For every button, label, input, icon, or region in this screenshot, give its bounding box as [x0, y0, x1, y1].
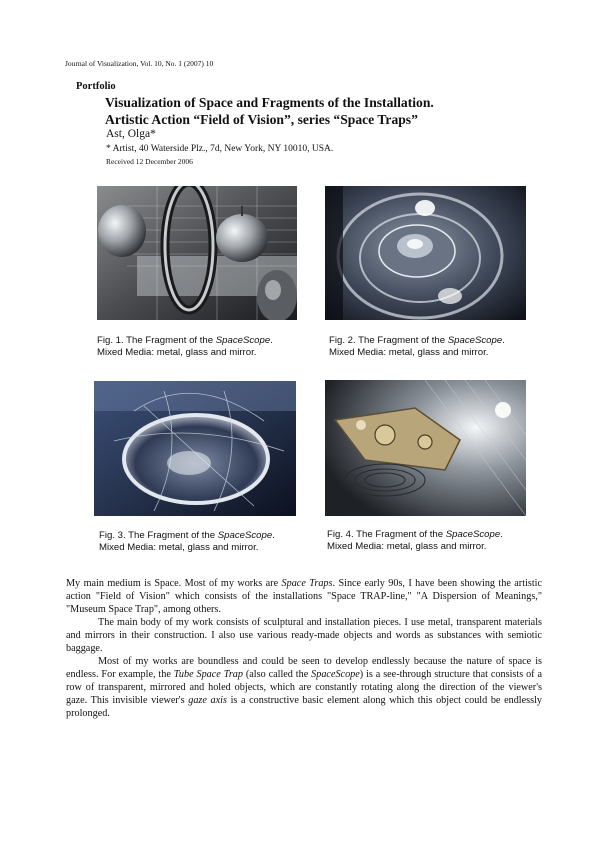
- author-affiliation: * Artist, 40 Waterside Plz., 7d, New York, NY 10010, USA.: [106, 144, 334, 154]
- section-label: Portfolio: [76, 81, 116, 92]
- received-date: Received 12 December 2006: [106, 157, 193, 166]
- figure-3-caption: Fig. 3. The Fragment of the SpaceScope. Mixed Media: metal, glass and mirror.: [99, 530, 275, 553]
- figure-4-photo: [325, 380, 526, 516]
- figure-4-caption: Fig. 4. The Fragment of the SpaceScope. Mixed Media: metal, glass and mirror.: [327, 529, 503, 552]
- journal-line: Journal of Visualization, Vol. 10, No. 1 (2007) 10: [65, 59, 214, 68]
- figure-2-caption: Fig. 2. The Fragment of the SpaceScope. Mixed Media: metal, glass and mirror.: [329, 335, 505, 358]
- paragraph-1: My main medium is Space. Most of my works are Space Traps. Since early 90s, I have been showing the artistic action "Field of Vision" which consists of the installations "Space TRAP-line," "A Dispersion of Meanings," "Museum Space Trap", among others.: [66, 578, 542, 615]
- paragraph-3: Most of my works are boundless and could be seen to develop endlessly because the nature of space is endless. For example, the Tube Space Trap (also called the SpaceScope) is a see-through structure that consists of a row of transparent, mirrored and holed objects, which are constantly rotating along the direction of the viewer's gaze. This invisible viewer's gaze axis is a constructive basic element along which this object could be endlessly prolonged.: [66, 656, 542, 719]
- figure-1-caption: Fig. 1. The Fragment of the SpaceScope. Mixed Media: metal, glass and mirror.: [97, 335, 273, 358]
- figure-2-photo: [325, 186, 526, 320]
- title-line-1: Visualization of Space and Fragments of the Installation.: [105, 95, 434, 110]
- paper-title: [105, 94, 535, 128]
- figure-1-photo: [97, 186, 297, 320]
- figure-3-photo: [94, 381, 296, 516]
- author-name: Ast, Olga*: [106, 128, 156, 140]
- article-body: [66, 577, 542, 720]
- title-line-2: Artistic Action “Field of Vision”, series “Space Traps”: [105, 112, 418, 127]
- paragraph-2: The main body of my work consists of sculptural and installation pieces. I use metal, transparent materials and mirrors in their construction. I also use various ready-made objects and words as substances with semiotic baggage.: [66, 617, 542, 654]
